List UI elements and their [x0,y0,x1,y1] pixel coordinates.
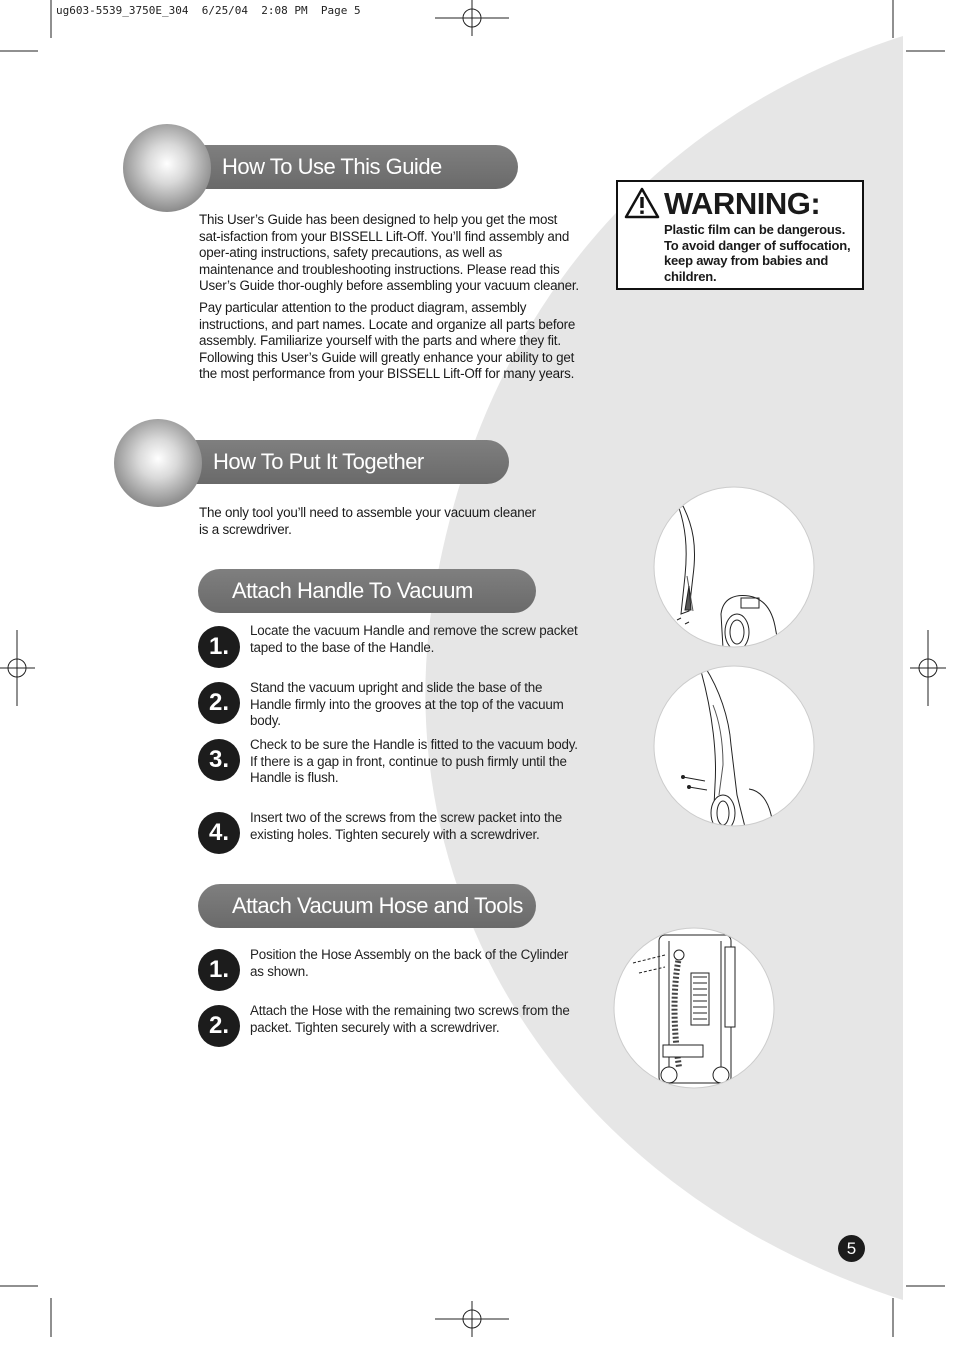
section-ball-icon [114,419,202,507]
print-slug: ug603-5539_3750E_304 6/25/04 2:08 PM Page 5 [56,4,361,17]
page-number: 5 [838,1235,865,1262]
step-number-badge: 2. [198,1005,240,1047]
warning-box [616,180,864,290]
handle-screws-illustration [653,665,815,827]
step-text: Insert two of the screws from the screw packet into the existing holes. Tighten securely with a screwdriver. [250,810,562,842]
section-title: Attach Handle To Vacuum [232,578,473,603]
step-number-badge: 1. [198,949,240,991]
paragraph: This User’s Guide has been designed to help you get the most sat-isfaction from your BISSELL Lift-Off. You’ll find assembly and oper-ating instructions, safety precautions, as well as maintenance and troubleshooting instructions. Please read this User’s Guide thor-oughly before assembling your vacuum cleaner. [199,212,579,294]
step-number-badge: 1. [198,626,240,668]
step-number-badge: 3. [198,739,240,781]
use-guide-text [199,212,579,388]
hose-assembly-illustration [613,927,775,1089]
handle-insert-illustration [653,486,815,648]
section-header-put-together [160,440,509,484]
step-text: Locate the vacuum Handle and remove the screw packet taped to the base of the Handle. [250,623,578,655]
warning-triangle-icon [624,187,660,219]
section-ball-icon [123,124,211,212]
step-text: Check to be sure the Handle is fitted to the vacuum body. If there is a gap in front, continue to push firmly until the Handle is flush. [250,737,578,786]
step-text: Stand the vacuum upright and slide the base of the Handle firmly into the grooves at the top of the vacuum body. [250,680,564,729]
section-header-attach-handle [198,569,536,613]
section-title: How To Use This Guide [222,154,442,179]
step-text: Position the Hose Assembly on the back of the Cylinder as shown. [250,947,569,979]
step-number-badge: 2. [198,682,240,724]
section-title: Attach Vacuum Hose and Tools [232,893,523,918]
step-text: Attach the Hose with the remaining two screws from the packet. Tighten securely with a screwdriver. [250,1003,570,1035]
step-number-badge: 4. [198,812,240,854]
put-together-text: The only tool you’ll need to assemble your vacuum cleaner is a screwdriver. [199,505,536,537]
warning-title: WARNING: [664,186,821,221]
warning-text: Plastic film can be dangerous. To avoid danger of suffocation, keep away from babies and children. [664,222,851,284]
section-title: How To Put It Together [213,449,424,474]
section-header-use-guide [168,145,518,189]
section-header-attach-hose [198,884,536,928]
paragraph: Pay particular attention to the product diagram, assembly instructions, and part names. Locate and organize all parts before assembly. Familiarize yourself with the parts and where they fit. Following this User’s Guide will greatly enhance your ability to get the most performance from your BISSELL Lift-Off for many years. [199,299,576,382]
